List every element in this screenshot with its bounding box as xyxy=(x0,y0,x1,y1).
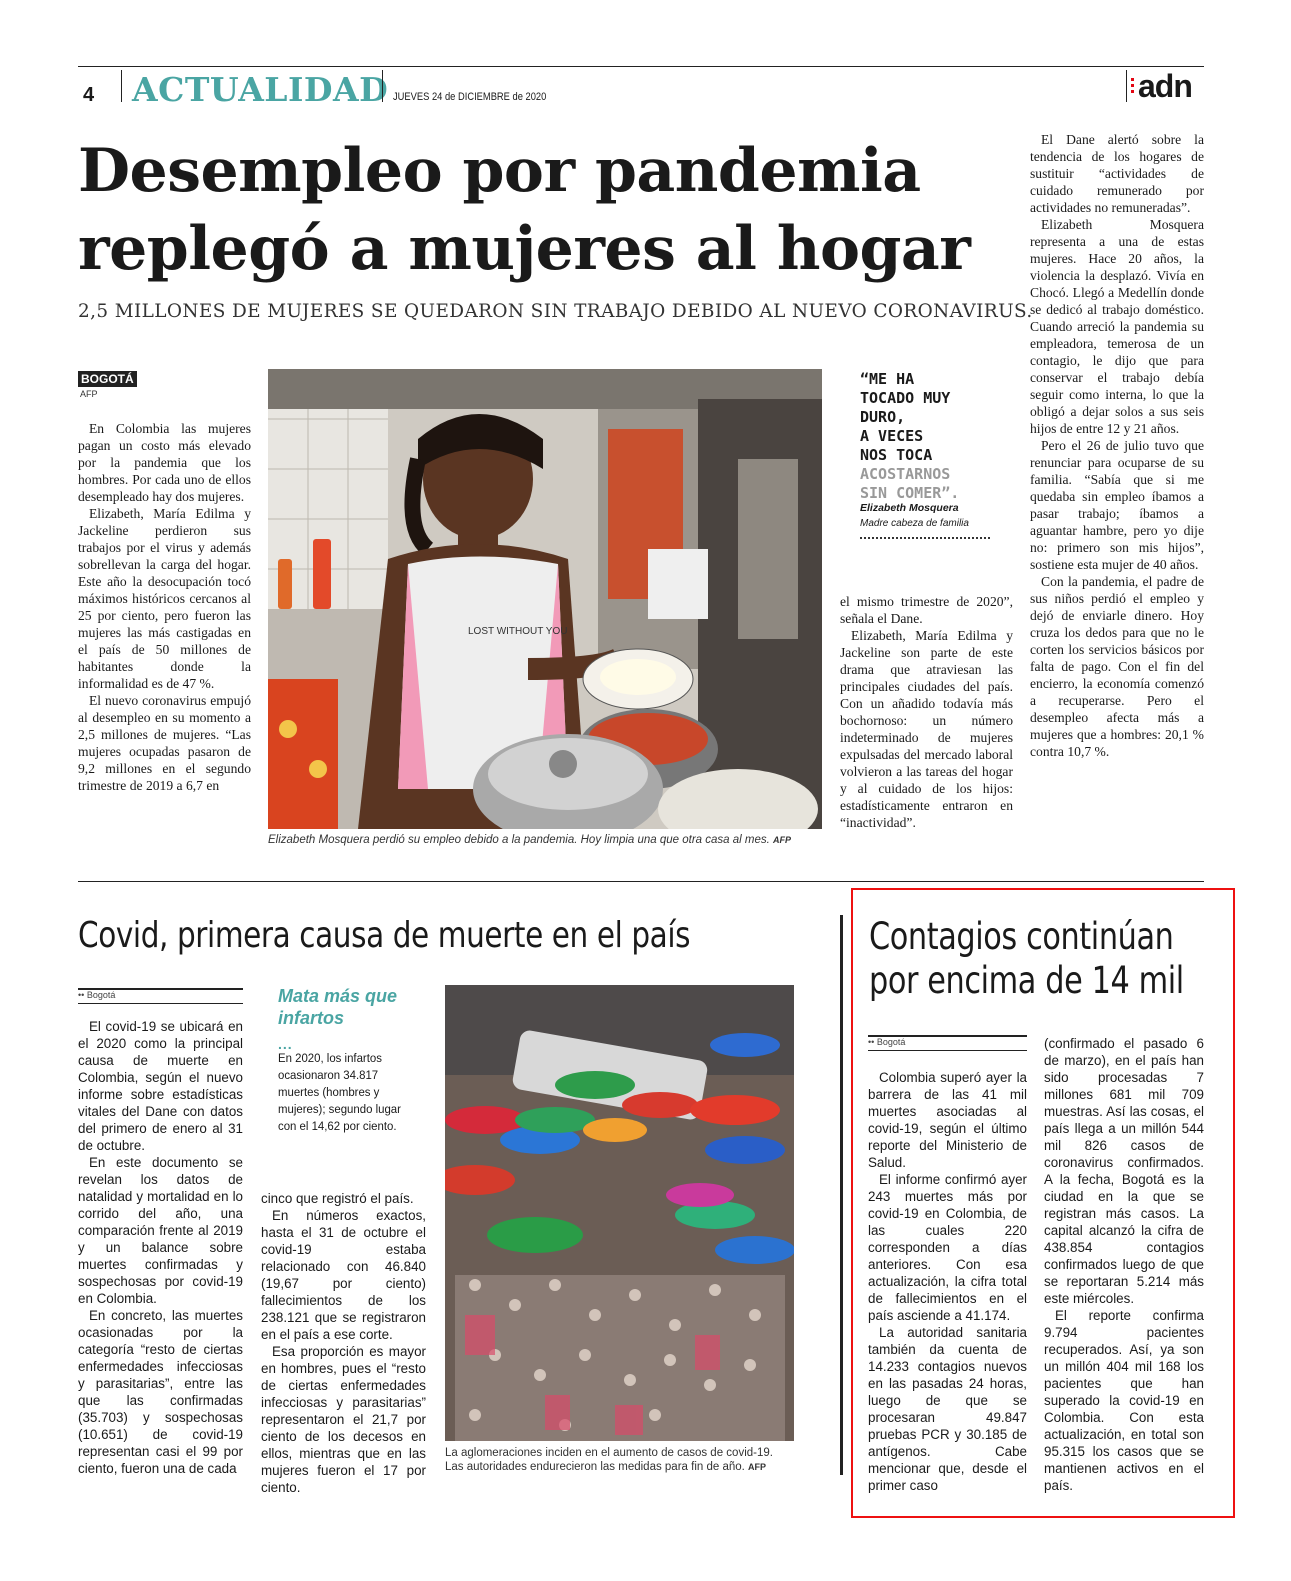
sidebar-title: Mata más que infartos xyxy=(278,986,398,1028)
quote-line: ACOSTARNOS xyxy=(860,465,951,483)
lead-column-1 xyxy=(78,420,251,794)
quote-role: Madre cabeza de familia xyxy=(860,518,969,529)
masthead-divider xyxy=(121,70,122,102)
paragraph: Esa proporción es mayor en hombres, pues el “resto de ciertas enfermedades infecciosas y parasitarias” representaron el 21,7 por ciento de los decesos en ellos, mientras que en las mujeres fueron el 17 por ciento. xyxy=(261,1344,426,1495)
kicker-text: Bogotá xyxy=(876,1037,906,1047)
top-rule xyxy=(78,66,1204,67)
crowd-photo-caption xyxy=(445,1446,805,1474)
sidebar-dots: ... xyxy=(278,1036,293,1052)
svg-text:LOST WITHOUT YOU: LOST WITHOUT YOU xyxy=(468,626,568,637)
sidebar-text: En 2020, los infartos ocasionaron 34.817 muertes (hombres y mujeres); segundo lugar con el 14,62 por ciento. xyxy=(278,1051,401,1133)
paragraph: En concreto, las muertes ocasionadas por la categoría “resto de ciertas enfermedades infecciosas y parasitarias”, entre las que las confirmadas (35.703) y sospechosas (10.651) de covid-19 representan casi el 99 por ciento, fueron una de cada xyxy=(78,1308,243,1476)
paragraph: El covid-19 se ubicará en el 2020 como la principal causa de muerte en Colombia, según el nuevo informe sobre estadísticas vitales del Dane con datos del primero de enero al 31 de octubre. xyxy=(78,1019,243,1153)
contagios-column-1 xyxy=(868,1069,1027,1494)
paragraph: El reporte confirma 9.794 pacientes recuperados. Así, ya son un millón 404 mil 168 los pacientes que han superado la covid-19 en Colombia. Con esta actualización, en total son 95.315 los casos que se mantienen activos en el país. xyxy=(1044,1308,1204,1493)
covid-column-2 xyxy=(261,1190,426,1496)
kicker-rule xyxy=(868,1050,1027,1051)
quote-author: Elizabeth Mosquera xyxy=(860,502,959,514)
headline-line: Contagios continúan xyxy=(869,915,1174,958)
kicker-text: Bogotá xyxy=(86,990,116,1000)
paragraph: Con la pandemia, el padre de sus niños perdió el empleo y dejó de enviarle dinero. Hoy cruza los dedos para que no le corten los servicios básicos por falta de pago. Con el fin del encierro, la economía comenzó a recuperarse. Pero el desempleo afecta más a mujeres que a hombres: 20,1 % contra 10,7 %. xyxy=(1030,574,1204,759)
location-tag: BOGOTÁ xyxy=(78,371,137,387)
paragraph: En Colombia las mujeres pagan un costo más elevado por la pandemia que los hombres. Por cada uno de ellos desempleado hay dos mujeres. xyxy=(78,421,251,504)
issue-date: JUEVES 24 de DICIEMBRE de 2020 xyxy=(393,91,547,103)
caption-text xyxy=(445,1460,805,1474)
lead-headline-line: replegó a mujeres al hogar xyxy=(78,214,971,284)
covid-kicker: •• Bogotá xyxy=(78,990,116,1000)
section-divider xyxy=(78,881,1204,882)
paragraph: (confirmado el pasado 6 de marzo), en el país han sido procesadas 7 millones 681 mil 709 muestras. Así las cosas, el país llega a un millón 544 mil 826 casos de coronavirus confirmados. A la fecha, Bogotá es la ciudad en la que se registran más casos. La capital alcanzó la cifra de 438.854 contagios confirmados luego de que se reportaran 5.214 más este miércoles. xyxy=(1044,1036,1204,1306)
paragraph: En este documento se revelan los datos de natalidad y mortalidad en lo corrido del año, una comparación frente al 2019 y un balance sobre muertes confirmadas y sospechosas por covid-19 en Colombia. xyxy=(78,1155,243,1306)
quote-divider xyxy=(860,537,990,539)
masthead-divider xyxy=(382,70,383,102)
headline-line: por encima de 14 mil xyxy=(869,959,1184,1002)
covid-column-1 xyxy=(78,1018,243,1477)
pull-quote xyxy=(860,370,990,503)
location-rule xyxy=(78,386,133,387)
paragraph: La autoridad sanitaria también da cuenta de 14.233 contagios nuevos en las pasadas 24 horas, luego de que se procesaran 49.847 pruebas PCR y 30.185 de antígenos. Cabe mencionar que, desde el primer caso xyxy=(868,1325,1027,1493)
caption-text: Elizabeth Mosquera perdió su empleo debido a la pandemia. Hoy limpia una que otra casa al mes. xyxy=(268,834,770,846)
caption-line: Las autoridades endurecieron las medidas para fin de año. xyxy=(445,1461,745,1473)
logo-mark xyxy=(1131,78,1135,94)
crowd-photo-illustration xyxy=(445,985,794,1441)
caption-text: La aglomeraciones inciden en el aumento de casos de covid-19. xyxy=(445,1447,773,1459)
paragraph: Elizabeth, María Edilma y Jackeline perdieron sus trabajos por el virus y además sobrellevan la carga del hogar. Este año la desocupación tocó máximos históricos cercanos al 25 por ciento, pero fueron las mujeres las más castigadas en el país de 50 millones de habitantes donde la informalidad es de 47 %. xyxy=(78,506,251,691)
paragraph: El nuevo coronavirus empujó al desempleo en su momento a 2,5 millones de mujeres. “Las mujeres ocupadas pasaron de 9,2 millones en el segundo trimestre de 2019 a 6,7 en xyxy=(78,693,251,793)
paragraph: El informe confirmó ayer 243 muertes más por covid-19 en Colombia, de las cuales 220 corresponden a días anteriores. Con esa actualización, la cifra total de fallecimientos en el país asciende a 41.174. xyxy=(868,1172,1027,1323)
quote-line: DURO, xyxy=(860,408,906,426)
paragraph: Elizabeth, María Edilma y Jackeline son parte de este drama que atraviesan las principales ciudades del país. Con un añadido todavía más bochornoso: un número indeterminado de mujeres expulsadas del mercado laboral volvieron a las tareas del hogar y al cuidado de los hijos: estadísticamente entraron en “inactividad”. xyxy=(840,628,1013,830)
lead-headline xyxy=(78,132,1008,288)
kitchen-photo-illustration xyxy=(268,369,822,829)
paragraph: El Dane alertó sobre la tendencia de los hogares de sustituir “actividades de cuidado remunerado por actividades no remuneradas”. xyxy=(1030,132,1204,215)
quote-line: NOS TOCA xyxy=(860,446,933,464)
quote-line: SIN COMER”. xyxy=(860,484,960,502)
kicker-rule xyxy=(78,1003,243,1004)
covid-headline: Covid, primera causa de muerte en el país xyxy=(78,915,691,956)
masthead-divider xyxy=(1126,70,1127,102)
paragraph: Elizabeth Mosquera representa a una de estas mujeres. Hace 20 años, la violencia la desplazó. Vivía en Chocó. Llegó a Medellín donde se dedicó al trabajo doméstico. Cuando arreció la pandemia su empleadora, temerosa de un contagio, le dijo que para conservar el trabajo debía seguir como interna, lo que la obligó a dejar solos a sus seis hijos de entre 12 y 21 años. xyxy=(1030,217,1204,436)
lead-photo xyxy=(268,369,822,829)
quote-line: A VECES xyxy=(860,427,924,445)
paragraph: En números exactos, hasta el 31 de octubre el covid-19 estaba relacionado con 46.840 (19,67 por ciento) fallecimientos de los 238.121 que se registraron en el país a ese corte. xyxy=(261,1208,426,1342)
photo-credit: AFP xyxy=(773,835,792,845)
quote-line: “ME HA xyxy=(860,370,915,388)
section-title: ACTUALIDAD xyxy=(132,70,389,109)
paragraph: cinco que registró el país. xyxy=(261,1191,414,1206)
quote-line: TOCADO MUY xyxy=(860,389,951,407)
contagios-kicker: •• Bogotá xyxy=(868,1037,906,1047)
lead-photo-caption xyxy=(268,833,828,847)
contagios-column-2 xyxy=(1044,1035,1204,1494)
page-number: 4 xyxy=(83,84,95,106)
paragraph: Colombia superó ayer la barrera de las 41 mil muertes asociadas al covid-19, según el último reporte del Ministerio de Salud. xyxy=(868,1070,1027,1170)
lead-column-4 xyxy=(1030,131,1204,760)
lead-subhead: 2,5 MILLONES DE MUJERES SE QUEDARON SIN TRABAJO DEBIDO AL NUEVO CORONAVIRUS. xyxy=(78,300,1033,322)
agency-label: AFP xyxy=(80,389,98,399)
paragraph: el mismo trimestre de 2020”, señala el Dane. xyxy=(840,594,1013,626)
photo-credit: AFP xyxy=(748,1462,767,1472)
column-divider xyxy=(840,915,843,1475)
crowd-photo xyxy=(445,985,794,1441)
contagios-headline xyxy=(869,915,1184,1003)
lead-headline-line: Desempleo por pandemia xyxy=(78,136,921,206)
adn-logo: adn xyxy=(1138,68,1192,104)
lead-column-3 xyxy=(840,593,1013,831)
paragraph: Pero el 26 de julio tuvo que renunciar para ocuparse de su familia. “Sabía que si me quedaba sin empleo íbamos a pasar trabajo; íbamos a aguantar hambre, pero yo dije no: primero son mis hijos”, sostiene esta mujer de 40 años. xyxy=(1030,438,1204,572)
